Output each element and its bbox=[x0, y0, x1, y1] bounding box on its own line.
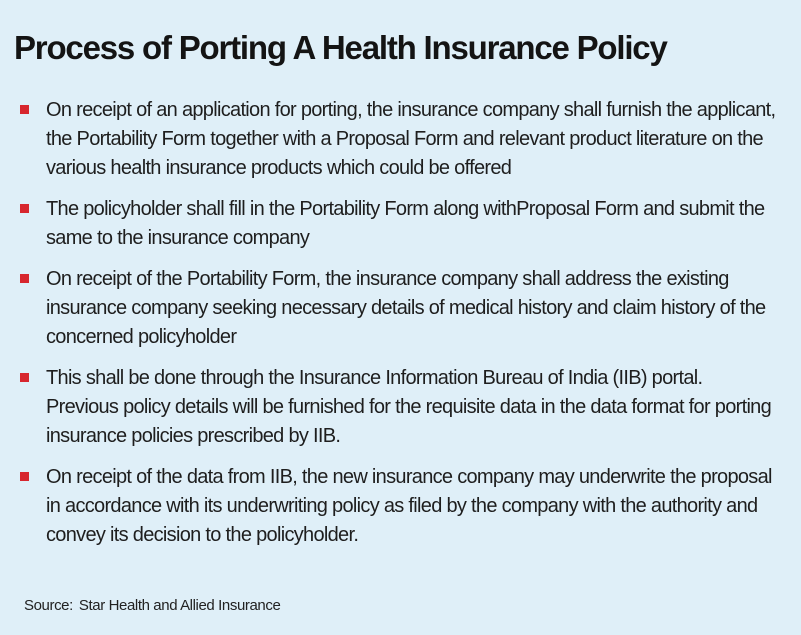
list-item bbox=[0, 265, 801, 352]
list-item bbox=[0, 364, 801, 451]
list-item-text: This shall be done through the Insurance Information Bureau of India (IIB) portal. Previous policy details will be furnished for the requisite data in the data format for porting insurance policies prescribed by IIB. bbox=[46, 367, 772, 447]
bullet-square-icon bbox=[20, 373, 29, 382]
list-item bbox=[0, 195, 801, 253]
bullet-list bbox=[0, 96, 801, 562]
source-note bbox=[24, 596, 280, 616]
source-text: Star Health and Allied Insurance bbox=[78, 597, 281, 614]
source-label: Source: bbox=[24, 597, 73, 614]
bullet-square-icon bbox=[20, 472, 29, 481]
bullet-square-icon bbox=[20, 204, 29, 213]
bullet-square-icon bbox=[20, 105, 29, 114]
list-item bbox=[0, 463, 801, 550]
list-item-text: On receipt of an application for porting, the insurance company shall furnish the applicant, the Portability Form together with a Proposal Form and relevant product literature on the various health insurance products which could be offered bbox=[46, 99, 776, 179]
page-title: Process of Porting A Health Insurance Policy bbox=[14, 29, 667, 66]
list-item bbox=[0, 96, 801, 183]
list-item-text: On receipt of the Portability Form, the insurance company shall address the existing insurance company seeking necessary details of medical history and claim history of the concerned policyholder bbox=[46, 268, 766, 348]
list-item-text: On receipt of the data from IIB, the new insurance company may underwrite the proposal in accordance with its underwriting policy as filed by the company with the authority and convey its decision to the policyholder. bbox=[46, 466, 772, 546]
bullet-square-icon bbox=[20, 274, 29, 283]
list-item-text: The policyholder shall fill in the Portability Form along withProposal Form and submit the same to the insurance company bbox=[46, 198, 765, 249]
